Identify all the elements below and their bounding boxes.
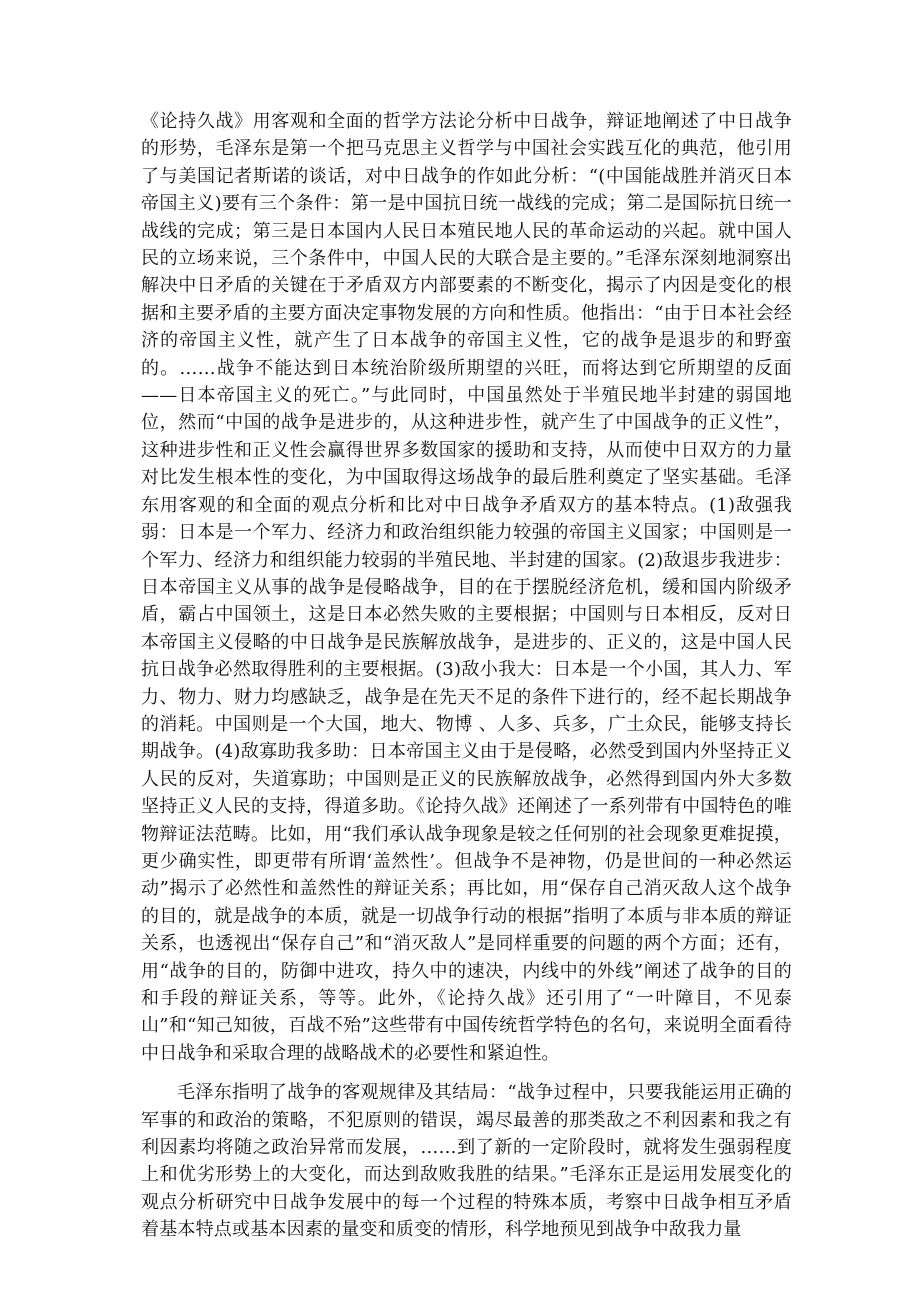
paragraph-1: 《论持久战》用客观和全面的哲学方法论分析中日战争，辩证地阐述了中日战争的形势，毛泽东是第一个把马克思主义哲学与中国社会实践互化的典范，他引用了与美国记者斯诺的谈话，对中日战争的作如此分析：“(中国能战胜并消灭日本帝国主义)要有三个条件：第一是中国抗日统一战线的完成；第二是国际抗日统一战线的完成；第三是日本国内人民日本殖民地人民的革命运动的兴起。就中国人民的立场来说，三个条件中，中国人民的大联合是主要的。”毛泽东深刻地洞察出解决中日矛盾的关键在于矛盾双方内部要素的不断变化，揭示了内因是变化的根据和主要矛盾的主要方面决定事物发展的方向和性质。他指出：“由于日本社会经济的帝国主义性，就产生了日本战争的帝国主义性，它的战争是退步的和野蛮的。……战争不能达到日本统治阶级所期望的兴旺，而将达到它所期望的反面——日本帝国主义的死亡。”与此同时，中国虽然处于半殖民地半封建的弱国地位，然而“中国的战争是进步的，从这种进步性，就产生了中国战争的正义性”，这种进步性和正义性会赢得世界多数国家的援助和支持，从而使中日双方的力量对比发生根本性的变化，为中国取得这场战争的最后胜利奠定了坚实基础。毛泽东用客观的和全面的观点分析和比对中日战争矛盾双方的基本特点。(1)敌强我弱：日本是一个军力、经济力和政治组织能力较强的帝国主义国家；中国则是一个军力、经济力和组织能力较弱的半殖民地、半封建的国家。(2)敌退步我进步：日本帝国主义从事的战争是侵略战争，目的在于摆脱经济危机，缓和国内阶级矛盾，霸占中国领土，这是日本必然失败的主要根据；中国则与日本相反，反对日本帝国主义侵略的中日战争是民族解放战争，是进步的、正义的，这是中国人民抗日战争必然取得胜利的主要根据。(3)敌小我大：日本是一个小国，其人力、军力、物力、财力均感缺乏，战争是在先天不足的条件下进行的，经不起长期战争的消耗。中国则是一个大国，地大、物博 、人多、兵多，广土众民，能够支持长期战争。(4)敌寡助我多助：日本帝国主义由于是侵略，必然受到国内外坚持正义人民的反对，失道寡助；中国则是正义的民族解放战争，必然得到国内外大多数坚持正义人民的支持，得道多助。《论持久战》还阐述了一系列带有中国特色的唯物辩证法范畴。比如，用“我们承认战争现象是较之任何别的社会现象更难捉摸，更少确实性，即更带有所谓‘盖然性’。但战争不是神物，仍是世间的一种必然运动”揭示了必然性和盖然性的辩证关系；再比如，用“保存自己消灭敌人这个战争的目的，就是战争的本质，就是一切战争行动的根据”指明了本质与非本质的辩证关系，也透视出“保存自己”和“消灭敌人”是同样重要的问题的两个方面；还有，用“战争的目的，防御中进攻，持久中的速决，内线中的外线”阐述了战争的目的和手段的辩证关系，等等。此外，《论持久战》还引用了“一叶障目，不见泰山”和“知己知彼，百战不殆”这些带有中国传统哲学特色的名句，来说明全面看待中日战争和采取合理的战略战术的必要性和紧迫性。 — [141, 111, 792, 1064]
document-body — [141, 108, 792, 1244]
paragraph-2: 毛泽东指明了战争的客观规律及其结局：“战争过程中，只要我能运用正确的军事的和政治的策略，不犯原则的错误，竭尽最善的那类敌之不利因素和我之有利因素均将随之政治异常而发展，……到了新的一定阶段时，就将发生强弱程度上和优劣形势上的大变化，而达到敌败我胜的结果。”毛泽东正是运用发展变化的观点分析研究中日战争发展中的每一个过程的特殊本质，考察中日战争相互矛盾着基本特点或基本因素的量变和质变的情形，科学地预见到战争中敌我力量 — [141, 1082, 792, 1241]
